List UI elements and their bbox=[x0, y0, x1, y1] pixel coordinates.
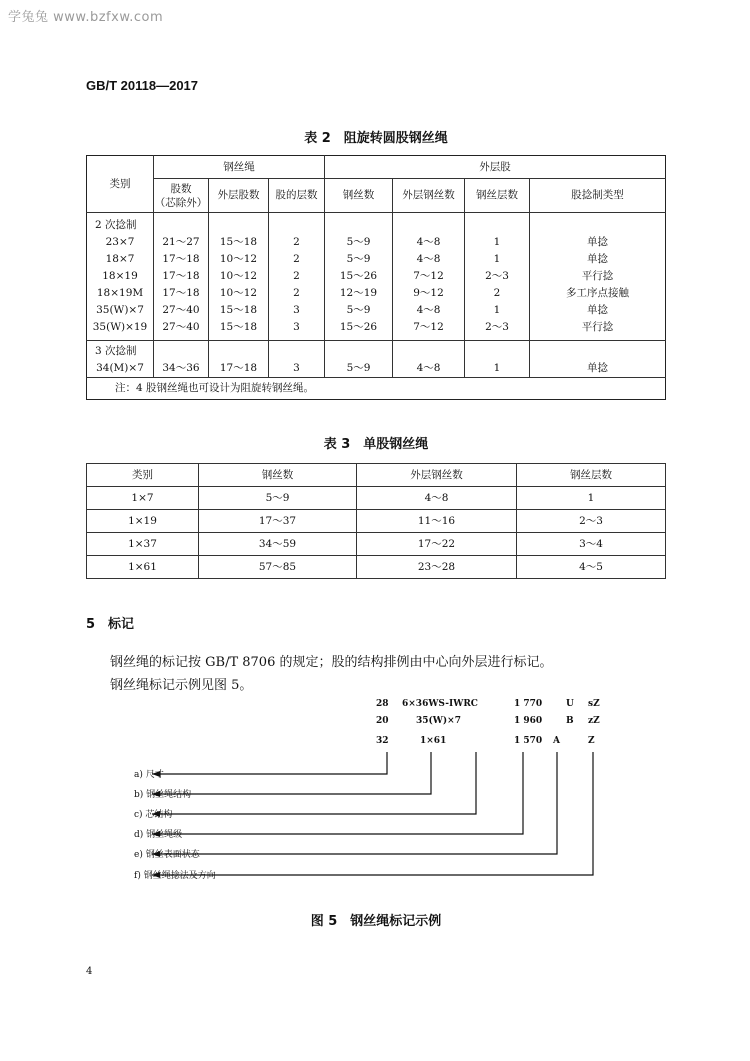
leader-line bbox=[152, 752, 431, 794]
t2-cell: 平行捻 bbox=[581, 321, 614, 333]
paragraph: 钢丝绳的标记按 GB/T 8706 的规定；股的结构排例由中心向外层进行标记。 bbox=[110, 655, 553, 670]
t3-cell: 23～28 bbox=[357, 556, 517, 579]
t2-cell: 15～26 bbox=[325, 268, 393, 285]
table-row bbox=[87, 360, 666, 378]
t2-cell: 2 bbox=[269, 234, 325, 251]
t2-header-wire-layers: 钢丝层数 bbox=[465, 179, 530, 213]
t2-cell: 5～9 bbox=[325, 302, 393, 319]
t2-cell: 1 bbox=[465, 251, 530, 268]
t2-cell: 4～8 bbox=[393, 234, 465, 251]
t3-cell: 57～85 bbox=[199, 556, 357, 579]
table3 bbox=[86, 463, 666, 579]
t3-cell: 17～22 bbox=[357, 533, 517, 556]
t2-cell: 4～8 bbox=[393, 360, 465, 378]
fig-r3-surface: A bbox=[553, 736, 560, 746]
standard-number: GB/T 20118—2017 bbox=[86, 78, 199, 93]
t2-cell: 1 bbox=[465, 360, 530, 378]
section-heading: 5 标记 bbox=[86, 617, 135, 632]
t3-header-outer-wires: 外层钢丝数 bbox=[357, 464, 517, 487]
fig-label-b: b) 钢丝绳结构 bbox=[134, 790, 192, 800]
t2-header-outer-strand: 外层股 bbox=[325, 156, 666, 179]
t3-cell: 17～37 bbox=[199, 510, 357, 533]
t2-header-strand-layers: 股的层数 bbox=[269, 179, 325, 213]
t2-cell: 5～9 bbox=[325, 251, 393, 268]
t2-cell: 4～8 bbox=[393, 251, 465, 268]
t2-header-strand-count bbox=[154, 179, 209, 213]
fig-r1-surface: U bbox=[566, 699, 574, 709]
t2-header-strand-count-line2: （芯除外） bbox=[154, 196, 208, 209]
t3-cell: 11～16 bbox=[357, 510, 517, 533]
t2-cell: 21～27 bbox=[154, 234, 209, 251]
table2 bbox=[86, 155, 666, 400]
t2-group1-label: 2 次捻制 bbox=[87, 213, 154, 235]
fig-r1-structure: 6×36WS-IWRC bbox=[402, 699, 478, 709]
t2-cell: 27～40 bbox=[154, 319, 209, 336]
t2-cell: 2 bbox=[269, 285, 325, 302]
t3-cell: 5～9 bbox=[199, 487, 357, 510]
fig-r3-structure: 1×61 bbox=[420, 736, 447, 746]
table-row bbox=[87, 285, 666, 302]
t2-cell: 平行捻 bbox=[581, 270, 614, 282]
fig-label-a: a) 尺寸 bbox=[134, 770, 164, 780]
t2-group2-label: 3 次捻制 bbox=[87, 341, 154, 361]
figure5-caption: 图 5 钢丝绳标记示例 bbox=[310, 914, 442, 929]
t2-cell: 单捻 bbox=[587, 304, 608, 316]
t2-cell: 2 bbox=[269, 251, 325, 268]
t2-cell: 7～12 bbox=[393, 319, 465, 336]
t3-cell: 1 bbox=[517, 487, 666, 510]
figure5-diagram bbox=[0, 690, 750, 900]
t2-cell: 10～12 bbox=[209, 285, 269, 302]
t2-cell: 单捻 bbox=[587, 236, 608, 248]
t2-cell: 3 bbox=[269, 302, 325, 319]
t3-header-wire-count: 钢丝数 bbox=[199, 464, 357, 487]
fig-r2-structure: 35(W)×7 bbox=[416, 716, 461, 726]
t2-cell: 7～12 bbox=[393, 268, 465, 285]
t2-cell: 1 bbox=[465, 234, 530, 251]
t3-header-category: 类别 bbox=[87, 464, 199, 487]
t3-cell: 4～5 bbox=[517, 556, 666, 579]
fig-r3-size: 32 bbox=[376, 736, 389, 746]
leader-line bbox=[152, 752, 476, 814]
t2-header-outer-wires: 外层钢丝数 bbox=[393, 179, 465, 213]
t2-header-wire-count: 钢丝数 bbox=[325, 179, 393, 213]
fig-r3-lay: Z bbox=[588, 736, 595, 746]
t2-cell-category: 34(M)×7 bbox=[87, 360, 154, 378]
t2-cell-category: 23×7 bbox=[87, 234, 154, 251]
table-row bbox=[87, 319, 666, 336]
t2-cell: 单捻 bbox=[587, 362, 608, 374]
t2-cell: 17～18 bbox=[209, 360, 269, 378]
fig-label-e: e) 钢丝表面状态 bbox=[134, 850, 200, 860]
fig-r2-grade: 1 960 bbox=[514, 716, 543, 726]
t2-cell-category: 18×7 bbox=[87, 251, 154, 268]
t3-cell: 1×19 bbox=[87, 510, 199, 533]
t3-cell: 3～4 bbox=[517, 533, 666, 556]
table-row bbox=[87, 510, 666, 533]
leader-line bbox=[152, 752, 557, 854]
table-row bbox=[87, 487, 666, 510]
t2-cell: 5～9 bbox=[325, 360, 393, 378]
t2-cell: 2 bbox=[465, 285, 530, 302]
t3-cell: 2～3 bbox=[517, 510, 666, 533]
fig-label-d: d) 钢丝绳级 bbox=[134, 830, 183, 840]
t2-cell-category: 18×19M bbox=[87, 285, 154, 302]
t2-cell: 17～18 bbox=[154, 285, 209, 302]
t3-cell: 1×7 bbox=[87, 487, 199, 510]
fig-label-c: c) 芯结构 bbox=[134, 810, 173, 820]
t2-header-lay-type: 股捻制类型 bbox=[530, 179, 666, 213]
t2-header-strand-count-line1: 股数 bbox=[170, 182, 192, 195]
table3-caption: 表 3 单股钢丝绳 bbox=[323, 437, 429, 452]
t2-cell: 34～36 bbox=[154, 360, 209, 378]
t2-cell: 17～18 bbox=[154, 251, 209, 268]
table-row bbox=[87, 556, 666, 579]
t2-cell: 12～19 bbox=[325, 285, 393, 302]
t2-cell-category: 18×19 bbox=[87, 268, 154, 285]
t2-cell: 3 bbox=[269, 360, 325, 378]
t2-cell: 15～18 bbox=[209, 302, 269, 319]
t2-cell: 17～18 bbox=[154, 268, 209, 285]
table-row bbox=[87, 234, 666, 251]
t2-header-outer-strands: 外层股数 bbox=[209, 179, 269, 213]
fig-r3-grade: 1 570 bbox=[514, 736, 543, 746]
paragraph: 钢丝绳标记示例见图 5。 bbox=[110, 678, 253, 693]
t2-cell: 10～12 bbox=[209, 251, 269, 268]
t2-note: 注：4 股钢丝绳也可设计为阻旋转钢丝绳。 bbox=[87, 378, 666, 400]
t3-cell: 1×61 bbox=[87, 556, 199, 579]
t2-cell: 15～18 bbox=[209, 319, 269, 336]
t3-header-wire-layers: 钢丝层数 bbox=[517, 464, 666, 487]
table-row bbox=[87, 302, 666, 319]
t3-cell: 34～59 bbox=[199, 533, 357, 556]
watermark: 学兔兔 www.bzfxw.com bbox=[8, 10, 164, 25]
table-row bbox=[87, 268, 666, 285]
t3-cell: 1×37 bbox=[87, 533, 199, 556]
t2-cell: 2～3 bbox=[465, 268, 530, 285]
table2-caption: 表 2 阻旋转圆股钢丝绳 bbox=[304, 131, 448, 146]
t2-cell-category: 35(W)×19 bbox=[87, 319, 154, 336]
t3-cell: 4～8 bbox=[357, 487, 517, 510]
table-row bbox=[87, 251, 666, 268]
t2-cell: 单捻 bbox=[587, 253, 608, 265]
fig-r2-lay: zZ bbox=[588, 716, 600, 726]
fig-r1-grade: 1 770 bbox=[514, 699, 543, 709]
t2-cell: 4～8 bbox=[393, 302, 465, 319]
fig-r1-size: 28 bbox=[376, 699, 389, 709]
fig-r2-size: 20 bbox=[376, 716, 389, 726]
t2-cell: 多工序点接触 bbox=[566, 287, 629, 299]
t2-cell: 15～18 bbox=[209, 234, 269, 251]
table-row bbox=[87, 533, 666, 556]
leader-line bbox=[152, 752, 523, 834]
fig-r1-lay: sZ bbox=[588, 699, 600, 709]
t2-cell: 2～3 bbox=[465, 319, 530, 336]
t2-header-rope: 钢丝绳 bbox=[154, 156, 325, 179]
fig-r2-surface: B bbox=[566, 716, 574, 726]
page-number: 4 bbox=[86, 966, 93, 977]
t2-cell: 3 bbox=[269, 319, 325, 336]
t2-cell: 9～12 bbox=[393, 285, 465, 302]
fig-label-f: f) 钢丝绳捻法及方向 bbox=[134, 871, 216, 881]
t2-cell-category: 35(W)×7 bbox=[87, 302, 154, 319]
t2-cell: 5～9 bbox=[325, 234, 393, 251]
t2-cell: 1 bbox=[465, 302, 530, 319]
t2-header-category: 类别 bbox=[87, 156, 154, 213]
t2-cell: 15～26 bbox=[325, 319, 393, 336]
t2-cell: 10～12 bbox=[209, 268, 269, 285]
t2-cell: 2 bbox=[269, 268, 325, 285]
t2-cell: 27～40 bbox=[154, 302, 209, 319]
leader-line bbox=[152, 752, 387, 774]
